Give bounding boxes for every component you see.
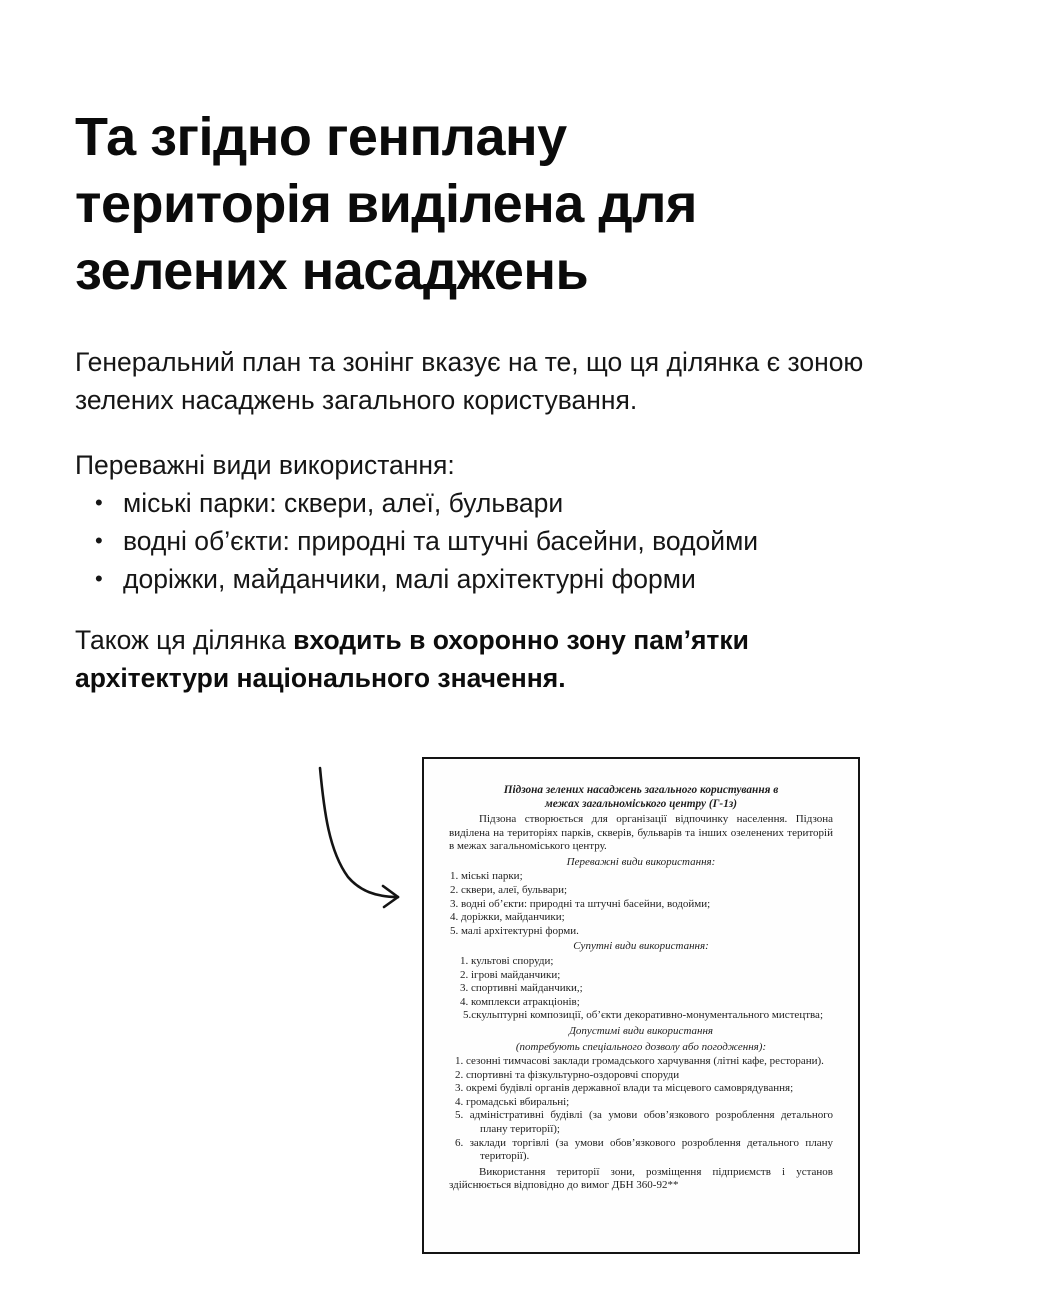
- document-list-item: 1. культові споруди;: [460, 954, 554, 967]
- bullet-dot-icon: •: [95, 566, 103, 591]
- document-list-item: 4. доріжки, майданчики;: [450, 911, 565, 924]
- document-list-permitted: [449, 1055, 833, 1164]
- document-list-item: 2. спортивні та фізкультурно-оздоровчі споруди: [455, 1068, 680, 1081]
- list-item: [75, 484, 927, 522]
- document-list-item: 3. окремі будівлі органів державної влади та місцевого самоврядування;: [455, 1082, 794, 1095]
- document-section-heading: Допустимі види використання: [568, 1024, 714, 1037]
- document-list-item: 4. громадські вбиральні;: [455, 1095, 570, 1108]
- intro-paragraph: Генеральний план та зонінг вказує на те, що ця ділянка є зоною зелених насаджень загального користування.: [75, 347, 864, 415]
- document-list-item: 6. заклади торгівлі (за умови обов’язкового розроблення детального плану території).: [455, 1136, 833, 1163]
- document-list-item: 5. адміністративні будівлі (за умови обов’язкового розроблення детального плану території);: [455, 1109, 833, 1136]
- note-bold-text: входить в охоронно зону пам’ятки архітектури національного значення.: [75, 625, 749, 693]
- document-list-item: 3. водні об’єкти: природні та штучні басейни, водойми;: [450, 897, 711, 910]
- document-list-item: 1. міські парки;: [450, 870, 523, 883]
- document-list-item: 3. спортивні майданчики,;: [460, 982, 583, 995]
- curved-arrow-icon: [298, 753, 413, 911]
- document-section-heading: Супутні види використання:: [573, 940, 709, 953]
- regulation-document-scan: [422, 757, 860, 1254]
- document-list-secondary: [449, 955, 833, 1023]
- document-section-heading: Переважні види використання:: [566, 855, 716, 868]
- document-list-item: 5. малі архітектурні форми.: [450, 924, 579, 937]
- list-item-text: водні об’єкти: природні та штучні басейни, водойми: [123, 526, 759, 556]
- note-paragraph: [75, 621, 895, 697]
- document-list-primary: [449, 870, 833, 938]
- document-intro: Підзона створюється для організації відпочинку населення. Підзона виділена на територіях парків, скверів, бульварів та інших озеленених територій в межах загальноміського центру.: [449, 813, 833, 853]
- document-section-subheading: (потребують спеціального дозволу або погодження):: [515, 1040, 767, 1053]
- uses-title: Переважні види використання:: [75, 450, 455, 480]
- bullet-dot-icon: •: [95, 528, 103, 553]
- uses-list: [75, 484, 927, 598]
- list-item: [75, 560, 927, 598]
- document-list-item: 5.скульптурні композиції, об’єкти декоративно-монументального мистецтва;: [463, 1009, 823, 1022]
- note-prefix: Також ця ділянка: [75, 625, 294, 655]
- page-title: Та згідно генплану територія виділена для зелених насаджень: [75, 107, 697, 301]
- document-list-item: 2. ігрові майданчики;: [460, 968, 561, 981]
- bullet-dot-icon: •: [95, 490, 103, 515]
- document-list-item: 4. комплекси атракціонів;: [460, 995, 580, 1008]
- document-footer: Використання території зони, розміщення підприємств і установ здійснюється відповідно до вимог ДБН 360-92**: [449, 1165, 833, 1192]
- document-list-item: 1. сезонні тимчасові заклади громадського харчування (літні кафе, ресторани).: [455, 1055, 824, 1068]
- list-item-text: міські парки: сквери, алеї, бульвари: [123, 488, 564, 518]
- document-list-item: 2. сквери, алеї, бульвари;: [450, 883, 568, 896]
- list-item: [75, 522, 927, 560]
- document-title-line1: Підзона зелених насаджень загального користування в: [503, 784, 779, 796]
- document-title-line2: межах загальноміського центру (Г-1з): [544, 798, 738, 810]
- list-item-text: доріжки, майданчики, малі архітектурні форми: [123, 564, 696, 594]
